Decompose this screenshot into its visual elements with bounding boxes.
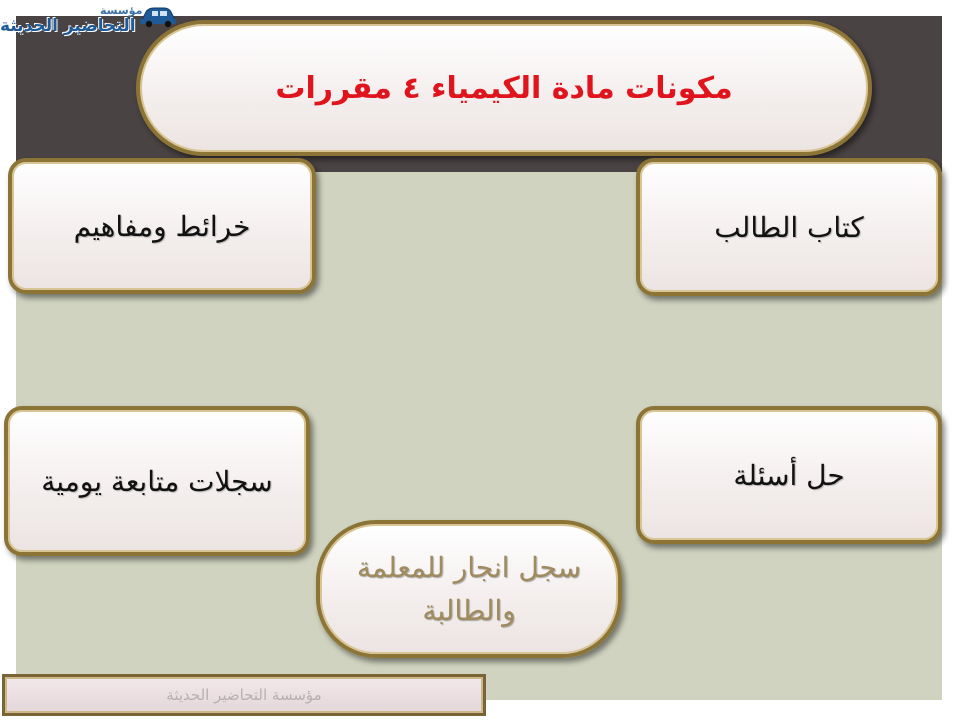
- footer-text: مؤسسة التحاضير الحديثة: [166, 686, 322, 704]
- card-daily-records-label: سجلات متابعة يومية: [41, 464, 273, 498]
- logo-main-text: التحاضير الحديثة: [0, 16, 136, 36]
- page-title: مكونات مادة الكيمياء ٤ مقررات: [275, 70, 733, 106]
- card-achievement-line1: سجل انجار للمعلمة: [356, 550, 582, 584]
- card-student-book-label: كتاب الطالب: [714, 210, 864, 244]
- car-icon: [138, 2, 178, 28]
- card-maps-concepts[interactable]: [8, 158, 316, 294]
- logo-top-text: مؤسسة: [100, 4, 143, 17]
- footer-bar: [2, 674, 486, 716]
- brand-logo: [0, 0, 180, 44]
- card-daily-records[interactable]: [4, 406, 310, 556]
- card-answer-questions-label: حل أسئلة: [733, 458, 845, 492]
- card-achievement-record-label: [357, 546, 581, 633]
- card-achievement-line2: والطالبة: [422, 594, 516, 627]
- title-banner: [136, 20, 872, 156]
- card-achievement-record[interactable]: [316, 520, 622, 658]
- card-student-book[interactable]: [636, 158, 942, 296]
- card-maps-concepts-label: خرائط ومفاهيم: [73, 209, 251, 243]
- card-answer-questions[interactable]: [636, 406, 942, 544]
